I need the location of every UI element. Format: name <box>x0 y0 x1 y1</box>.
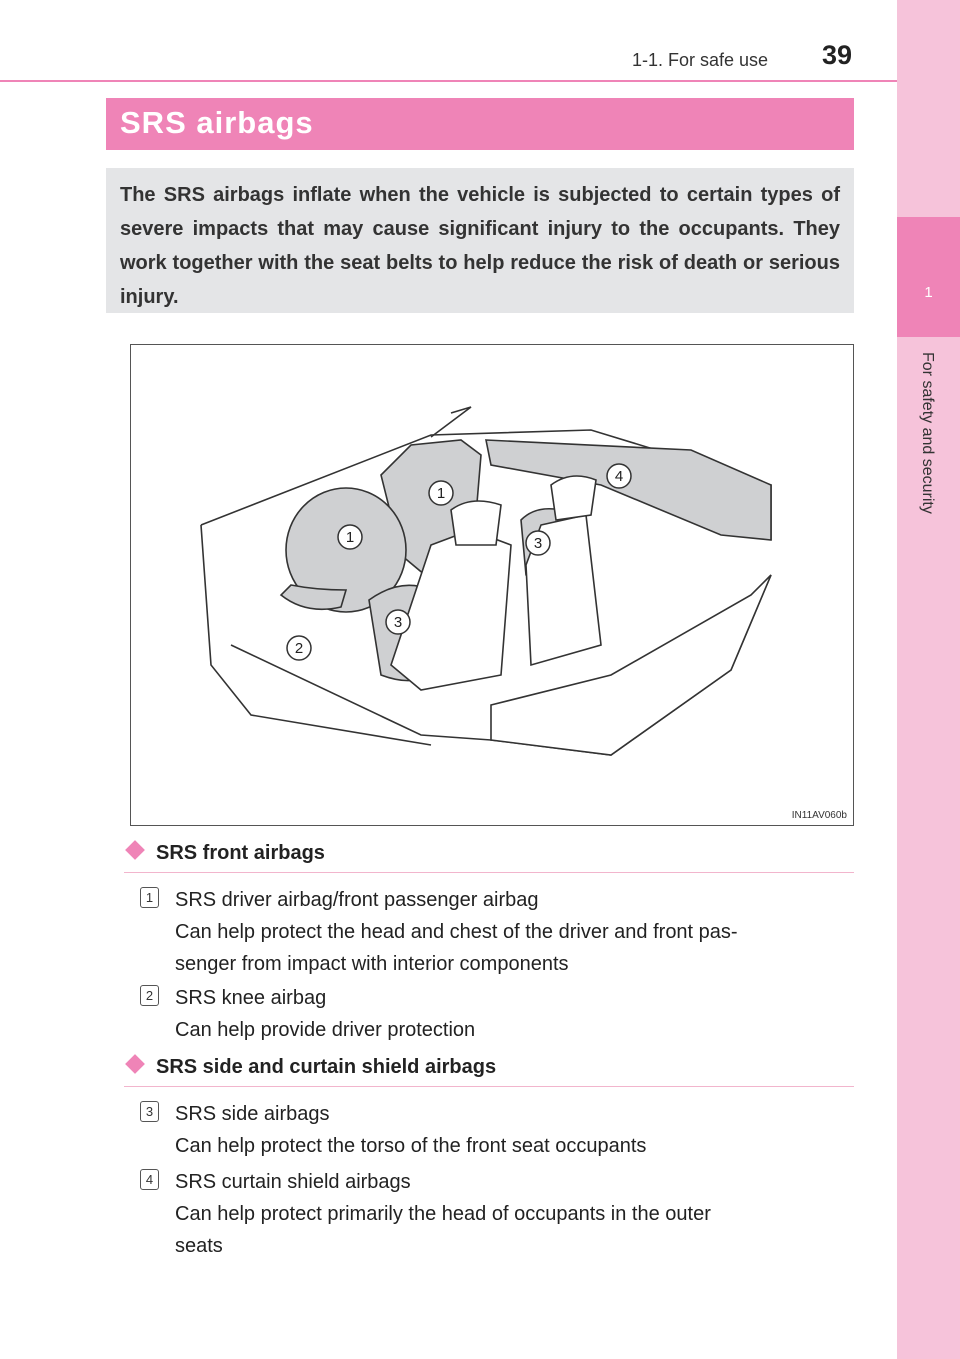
callout-layer <box>131 345 853 825</box>
svg-text:1: 1 <box>436 485 446 502</box>
diamond-bullet-icon <box>125 840 145 860</box>
item-desc-line: seats <box>175 1235 223 1257</box>
section-path: 1-1. For safe use <box>632 50 769 70</box>
list-item <box>140 1166 852 1262</box>
header-rule <box>0 80 897 82</box>
item-number-badge: 4 <box>140 1169 159 1190</box>
figure-code: IN11AV060b <box>791 810 847 821</box>
section-heading-side-curtain: SRS side and curtain shield airbags <box>124 1056 496 1079</box>
item-title: SRS curtain shield airbags <box>175 1171 411 1193</box>
list-item <box>140 982 852 1046</box>
item-desc-line: senger from impact with interior components <box>175 953 569 975</box>
section-rule <box>124 872 854 873</box>
item-desc-line: Can help protect primarily the head of occupants in the outer <box>175 1203 711 1225</box>
callout-4-curtain <box>607 464 631 488</box>
page-title: SRS airbags <box>120 105 314 140</box>
callout-3-driver-side <box>386 610 410 634</box>
intro-text: The SRS airbags inflate when the vehicle is subjected to certain types of severe impacts that may cause significant injury to the occupants. They work together with the seat belts to help reduce the risk of death or serious injury. <box>120 184 840 308</box>
item-title: SRS knee airbag <box>175 987 327 1009</box>
item-number-badge: 3 <box>140 1101 159 1122</box>
airbag-illustration <box>130 344 854 826</box>
item-title: SRS side airbags <box>175 1103 330 1125</box>
item-desc-line: Can help provide driver protection <box>175 1019 476 1041</box>
callout-1-driver <box>338 525 362 549</box>
callout-3-passenger-side <box>526 531 550 555</box>
page-number: 39 <box>822 40 853 70</box>
chapter-number: 1 <box>924 284 933 301</box>
item-number-badge: 1 <box>140 887 159 908</box>
section-heading-front: SRS front airbags <box>124 842 325 865</box>
item-desc-line: Can help protect the head and chest of the driver and front pas- <box>175 921 738 943</box>
callout-1-passenger <box>429 481 453 505</box>
svg-text:2: 2 <box>294 640 304 657</box>
svg-text:4: 4 <box>614 468 624 485</box>
list-item <box>140 1098 852 1162</box>
list-item <box>140 884 852 980</box>
chapter-title: For safety and security <box>919 352 936 514</box>
diamond-bullet-icon <box>125 1054 145 1074</box>
chapter-tab-active <box>897 217 960 337</box>
intro-box <box>106 168 854 313</box>
svg-text:1: 1 <box>345 529 355 546</box>
chapter-side-tab <box>897 0 960 1359</box>
section-rule <box>124 1086 854 1087</box>
svg-text:3: 3 <box>533 535 543 552</box>
title-bar <box>106 98 854 150</box>
item-number-badge: 2 <box>140 985 159 1006</box>
item-title: SRS driver airbag/front passenger airbag <box>175 889 539 911</box>
item-desc-line: Can help protect the torso of the front seat occupants <box>175 1135 647 1157</box>
callout-2-knee <box>287 636 311 660</box>
svg-text:3: 3 <box>393 614 403 631</box>
